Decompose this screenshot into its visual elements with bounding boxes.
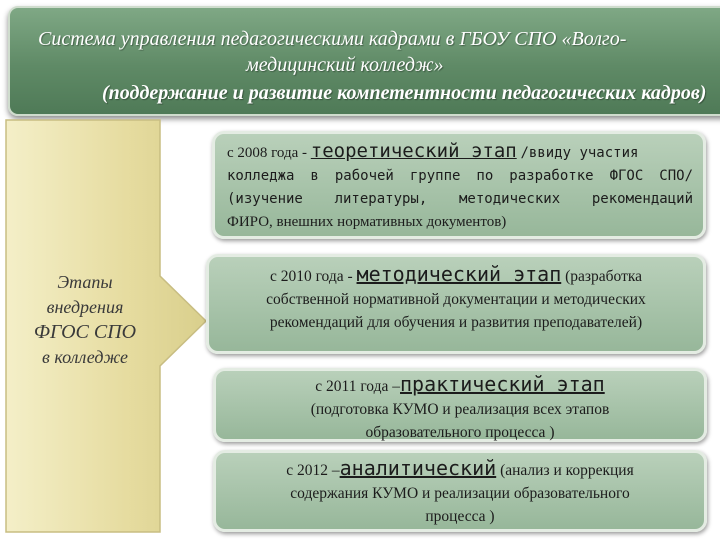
stage-1-desc-3: (изучение литературы, методических рекомендаций (227, 191, 693, 207)
stage-practical (213, 368, 707, 442)
stage-1-desc-1: /ввиду участия (520, 145, 639, 161)
stage-2-desc-1: (разработка (565, 268, 643, 285)
stage-2-prefix: с 2010 года - (269, 268, 353, 285)
stage-3-prefix: с 2011 года – (315, 378, 401, 395)
title-line-3: (поддержание и развитие компетентности педагогических кадров) (102, 82, 707, 104)
stage-3-desc-2: образовательного процесса ) (365, 424, 555, 441)
stage-1-prefix: с 2008 года - (227, 145, 308, 161)
stage-4-desc-1: (анализ и коррекция (500, 462, 634, 479)
stages-label-line-4: в колледже (42, 347, 128, 367)
stage-2-desc-2: собственной нормативной документации и методических (266, 291, 646, 308)
stages-label (10, 270, 160, 370)
stage-2-name: методический этап (356, 262, 562, 286)
stage-analytical (213, 450, 707, 532)
stages-label-line-1: Этапы (57, 272, 113, 292)
stages-label-line-2: внедрения (46, 297, 124, 317)
title-line-2: медицинский колледж» (246, 54, 444, 76)
title-banner (8, 6, 720, 116)
stage-methodical (206, 254, 706, 354)
stage-4-name: аналитический (339, 456, 497, 480)
stage-4-desc-2: содержания КУМО и реализации образовательного (290, 485, 630, 502)
stage-3-desc-1: (подготовка КУМО и реализация всех этапов (310, 401, 610, 418)
stage-2-desc-3: рекомендаций для обучения и развития преподавателей) (269, 314, 643, 331)
stages-label-line-3: ФГОС СПО (33, 321, 137, 343)
stage-3-name: практический этап (400, 372, 605, 396)
stage-4-prefix: с 2012 – (286, 462, 340, 479)
title-line-1: Система управления педагогическими кадрами в ГБОУ СПО «Волго- (38, 28, 627, 50)
stage-1-name: теоретический этап (310, 140, 517, 162)
stage-1-desc-2: колледжа в рабочей группе по разработке ФГОС СПО/ (227, 168, 693, 184)
stage-4-desc-3: процесса ) (425, 508, 495, 525)
stage-theoretical (212, 131, 706, 239)
stage-1-desc-4: ФИРО, внешних нормативных документов) (227, 214, 507, 230)
